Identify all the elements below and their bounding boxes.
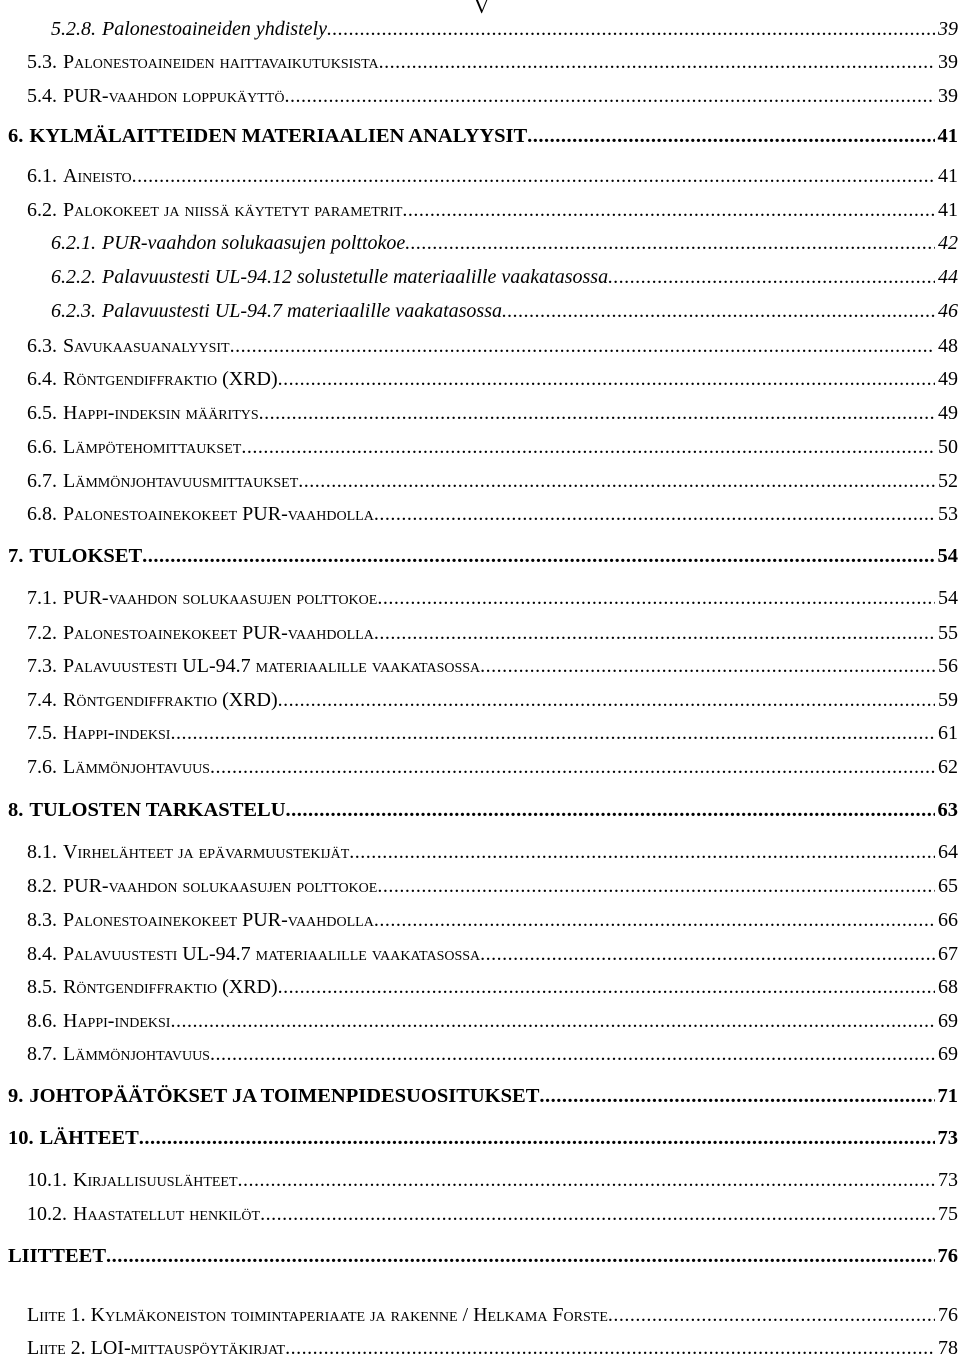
dot-leader <box>210 754 935 780</box>
toc-entry-page: 54 <box>937 545 958 567</box>
toc-entry[interactable] <box>8 1083 958 1109</box>
dot-leader <box>210 1041 935 1067</box>
toc-entry[interactable] <box>27 839 958 865</box>
toc-entry[interactable] <box>27 1335 958 1361</box>
dot-leader <box>278 366 935 392</box>
toc-entry[interactable] <box>51 298 958 324</box>
toc-entry[interactable] <box>27 333 958 359</box>
toc-entry-page: 78 <box>938 1337 958 1359</box>
toc-entry-page: 59 <box>938 689 958 711</box>
toc-entry-page: 61 <box>938 722 958 744</box>
toc-entry-title: Palonestoaineiden yhdistely <box>102 18 327 40</box>
toc-entry-number: 6.5. <box>27 402 57 424</box>
toc-entry-page: 73 <box>938 1169 958 1191</box>
toc-entry-title: Lämmönjohtavuus <box>63 756 210 778</box>
toc-entry-number: 7.4. <box>27 689 57 711</box>
toc-entry-title: Happi-indeksi <box>63 1010 171 1032</box>
toc-entry-title: TULOKSET <box>29 545 143 567</box>
toc-entry-number: 8.6. <box>27 1010 57 1032</box>
toc-entry-page: 69 <box>938 1043 958 1065</box>
toc-entry-page: 41 <box>938 165 958 187</box>
toc-entry-number: 8.2. <box>27 875 57 897</box>
toc-entry-title: LÄHTEET <box>39 1127 139 1149</box>
dot-leader <box>608 264 935 290</box>
toc-entry[interactable] <box>27 687 958 713</box>
toc-entry-page: 68 <box>938 976 958 998</box>
dot-leader <box>374 907 935 933</box>
toc-entry-page: 66 <box>938 909 958 931</box>
toc-entry[interactable] <box>27 49 958 75</box>
toc-entry[interactable] <box>27 1167 958 1193</box>
toc-entry[interactable] <box>8 123 958 149</box>
toc-entry-title: LIITTEET <box>8 1245 106 1267</box>
dot-leader <box>259 400 935 426</box>
toc-entry-page: 73 <box>937 1127 958 1149</box>
toc-entry-title: Röntgendiffraktio (XRD) <box>63 689 278 711</box>
toc-entry-number: 8.4. <box>27 943 57 965</box>
toc-entry[interactable] <box>27 720 958 746</box>
toc-entry[interactable] <box>27 873 958 899</box>
toc-entry-number: 10. <box>8 1127 34 1149</box>
dot-leader <box>480 941 935 967</box>
dot-leader <box>402 197 935 223</box>
toc-entry-page: 50 <box>938 436 958 458</box>
toc-entry-page: 63 <box>937 799 958 821</box>
dot-leader <box>106 1243 935 1269</box>
toc-entry-page: 39 <box>938 51 958 73</box>
toc-entry-title: Haastatellut henkilöt <box>73 1203 261 1225</box>
toc-entry[interactable] <box>27 83 958 109</box>
toc-entry[interactable] <box>27 1201 958 1227</box>
toc-entry-page: 46 <box>938 300 958 322</box>
toc-entry[interactable] <box>27 197 958 223</box>
dot-leader <box>241 434 935 460</box>
toc-entry-page: 64 <box>938 841 958 863</box>
dot-leader <box>284 83 935 109</box>
toc-entry[interactable] <box>27 974 958 1000</box>
toc-entry[interactable] <box>27 1302 958 1328</box>
toc-entry[interactable] <box>27 501 958 527</box>
dot-leader <box>278 687 935 713</box>
toc-entry-page: 62 <box>938 756 958 778</box>
toc-entry-title: Palonestoainekokeet PUR-vaahdolla <box>63 503 374 525</box>
toc-entry-page: 56 <box>938 655 958 677</box>
toc-entry-title: Palavuustesti UL-94.7 materiaalille vaakatasossa <box>63 943 481 965</box>
toc-entry-number: 7.5. <box>27 722 57 744</box>
toc-entry-number: 8.3. <box>27 909 57 931</box>
toc-entry-page: 76 <box>938 1304 958 1326</box>
toc-entry[interactable] <box>8 1243 958 1269</box>
toc-entry-number: 8.1. <box>27 841 57 863</box>
toc-entry-title: Palavuustesti UL-94.7 materiaalille vaakatasossa <box>102 300 502 322</box>
toc-entry-page: 49 <box>938 368 958 390</box>
dot-leader <box>379 49 935 75</box>
toc-entry-page: 48 <box>938 335 958 357</box>
toc-entry[interactable] <box>27 1008 958 1034</box>
toc-entry-number: 6.6. <box>27 436 57 458</box>
toc-entry-title: PUR-vaahdon loppukäyttö <box>63 85 285 107</box>
dot-leader <box>608 1302 935 1328</box>
toc-entry-title: Lämpötehomittaukset <box>63 436 242 458</box>
toc-entry-number: 6. <box>8 125 24 147</box>
dot-leader <box>286 797 935 823</box>
toc-entry-title: Aineisto <box>63 165 132 187</box>
toc-entry-number: 6.1. <box>27 165 57 187</box>
dot-leader <box>139 1125 935 1151</box>
toc-entry-title: Savukaasuanalyysit <box>63 335 230 357</box>
toc-entry-number: 9. <box>8 1085 24 1107</box>
toc-entry-title: Happi-indeksin määritys <box>63 402 259 424</box>
toc-entry-number: 10.1. <box>27 1169 67 1191</box>
toc-entry-title: Röntgendiffraktio (XRD) <box>63 368 278 390</box>
dot-leader <box>349 839 935 865</box>
toc-entry-title: Liite 1. Kylmäkoneiston toimintaperiaate ja rakenne / Helkama Forste <box>27 1304 608 1326</box>
dot-leader <box>527 123 934 149</box>
toc-entry-page: 39 <box>938 18 958 40</box>
toc-entry-number: 7.3. <box>27 655 57 677</box>
toc-entry-title: PUR-vaahdon solukaasujen polttokoe <box>102 232 406 254</box>
toc-entry-page: 55 <box>938 622 958 644</box>
toc-entry-page: 76 <box>937 1245 958 1267</box>
toc-entry-title: PUR-vaahdon solukaasujen polttokoe <box>63 875 378 897</box>
dot-leader <box>170 720 935 746</box>
toc-entry-title: Palonestoainekokeet PUR-vaahdolla <box>63 622 374 644</box>
toc-entry-number: 6.3. <box>27 335 57 357</box>
toc-entry-page: 71 <box>937 1085 958 1107</box>
toc-entry[interactable] <box>27 754 958 780</box>
toc-entry-title: Happi-indeksi <box>63 722 171 744</box>
dot-leader <box>230 333 935 359</box>
dot-leader <box>142 543 934 569</box>
toc-entry-page: 52 <box>938 470 958 492</box>
toc-entry[interactable] <box>8 797 958 823</box>
toc-entry-number: 6.2. <box>27 199 57 221</box>
toc-entry-title: Virhelähteet ja epävarmuustekijät <box>63 841 350 863</box>
dot-leader <box>278 974 935 1000</box>
toc-entry-title: Röntgendiffraktio (XRD) <box>63 976 278 998</box>
page-number: V <box>474 0 490 18</box>
toc-entry-page: 41 <box>937 125 958 147</box>
dot-leader <box>285 1335 935 1361</box>
toc-entry[interactable] <box>27 907 958 933</box>
toc-entry-number: 7. <box>8 545 24 567</box>
dot-leader <box>260 1201 935 1227</box>
toc-entry[interactable] <box>27 366 958 392</box>
dot-leader <box>502 298 935 324</box>
toc-entry-number: 8.5. <box>27 976 57 998</box>
toc-entry-page: 44 <box>938 266 958 288</box>
toc-entry-page: 65 <box>938 875 958 897</box>
toc-entry[interactable] <box>8 1125 958 1151</box>
dot-leader <box>377 873 935 899</box>
toc-entry[interactable] <box>51 264 958 290</box>
dot-leader <box>374 620 935 646</box>
dot-leader <box>238 1167 935 1193</box>
toc-entry-title: Kirjallisuuslähteet <box>73 1169 238 1191</box>
toc-entry-page: 39 <box>938 85 958 107</box>
toc-entry[interactable] <box>8 543 958 569</box>
dot-leader <box>327 16 935 42</box>
toc-entry-page: 54 <box>938 587 958 609</box>
toc-entry-number: 6.2.1. <box>51 232 96 254</box>
toc-entry-title: Liite 2. LOI-mittauspöytäkirjat <box>27 1337 286 1359</box>
toc-entry-page: 41 <box>938 199 958 221</box>
toc-entry[interactable] <box>27 941 958 967</box>
dot-leader <box>170 1008 935 1034</box>
toc-entry-number: 6.2.2. <box>51 266 96 288</box>
toc-entry-number: 5.3. <box>27 51 57 73</box>
toc-entry-number: 6.2.3. <box>51 300 96 322</box>
dot-leader <box>539 1083 934 1109</box>
toc-entry-number: 8. <box>8 799 24 821</box>
dot-leader <box>377 585 935 611</box>
toc-entry-page: 75 <box>938 1203 958 1225</box>
dot-leader <box>374 501 935 527</box>
toc-entry[interactable] <box>27 653 958 679</box>
toc-entry-title: PUR-vaahdon solukaasujen polttokoe <box>63 587 378 609</box>
toc-entry-number: 7.1. <box>27 587 57 609</box>
toc-entry-number: 10.2. <box>27 1203 67 1225</box>
dot-leader <box>132 163 935 189</box>
toc-entry-title: Palavuustesti UL-94.12 solustetulle materiaalille vaakatasossa <box>102 266 609 288</box>
toc-entry[interactable] <box>27 400 958 426</box>
toc-entry-number: 5.2.8. <box>51 18 96 40</box>
toc-entry-page: 69 <box>938 1010 958 1032</box>
toc-entry-number: 8.7. <box>27 1043 57 1065</box>
dot-leader <box>298 468 935 494</box>
toc-entry-number: 6.8. <box>27 503 57 525</box>
toc-entry-page: 53 <box>938 503 958 525</box>
dot-leader <box>480 653 935 679</box>
toc-entry[interactable] <box>51 230 958 256</box>
toc-entry[interactable] <box>27 163 958 189</box>
toc-entry-title: Palonestoainekokeet PUR-vaahdolla <box>63 909 374 931</box>
toc-entry-title: JOHTOPÄÄTÖKSET JA TOIMENPIDESUOSITUKSET <box>29 1085 540 1107</box>
toc-entry[interactable] <box>51 16 958 42</box>
toc-entry[interactable] <box>27 620 958 646</box>
toc-entry-number: 6.4. <box>27 368 57 390</box>
toc-entry-number: 7.6. <box>27 756 57 778</box>
toc-entry-title: Lämmönjohtavuus <box>63 1043 210 1065</box>
toc-entry[interactable] <box>27 468 958 494</box>
toc-entry-page: 49 <box>938 402 958 424</box>
toc-entry-title: Palonestoaineiden haittavaikutuksista <box>63 51 379 73</box>
toc-entry-page: 67 <box>938 943 958 965</box>
dot-leader <box>405 230 935 256</box>
toc-entry-title: KYLMÄLAITTEIDEN MATERIAALIEN ANALYYSIT <box>29 125 528 147</box>
toc-entry-number: 5.4. <box>27 85 57 107</box>
toc-entry-title: Palavuustesti UL-94.7 materiaalille vaakatasossa <box>63 655 481 677</box>
toc-entry-page: 42 <box>938 232 958 254</box>
toc-entry-number: 6.7. <box>27 470 57 492</box>
toc-entry-number: 7.2. <box>27 622 57 644</box>
toc-entry[interactable] <box>27 434 958 460</box>
toc-entry[interactable] <box>27 585 958 611</box>
toc-entry-title: Lämmönjohtavuusmittaukset <box>63 470 299 492</box>
toc-entry[interactable] <box>27 1041 958 1067</box>
toc-entry-title: Palokokeet ja niissä käytetyt parametrit <box>63 199 403 221</box>
toc-entry-title: TULOSTEN TARKASTELU <box>29 799 286 821</box>
